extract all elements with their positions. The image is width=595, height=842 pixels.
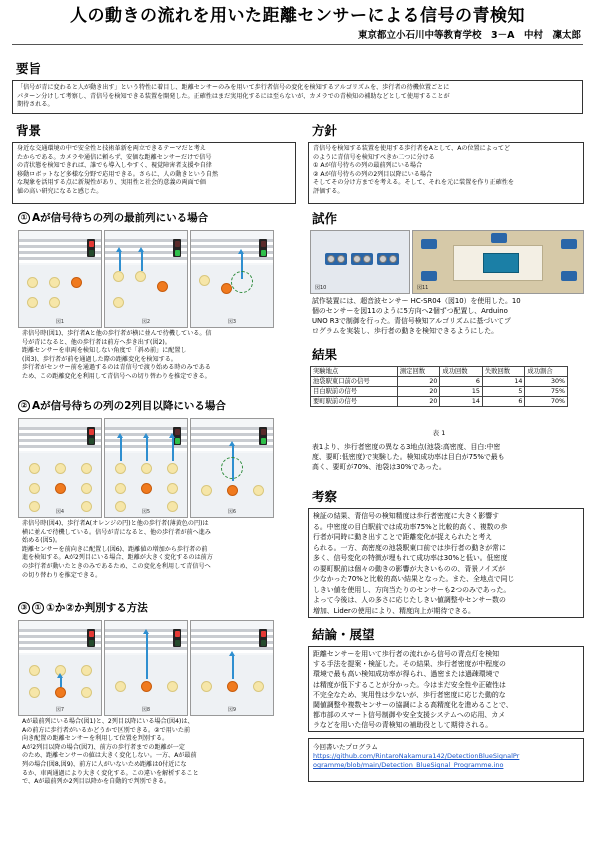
case1-figure-2 xyxy=(104,230,188,328)
pedestrian xyxy=(27,297,38,308)
case1-number: ① xyxy=(18,212,30,224)
signal-green-lamp xyxy=(175,250,180,256)
conclusion-line: 距離センサーを用いて歩行者の流れから信号の青点灯を検知 xyxy=(313,650,500,658)
discussion-line: よって今後は、人の多さに応じたしきい値調整やセンサー数の xyxy=(313,596,506,604)
case3-line: Aが2列目以降の場合(図7)、前方の歩行者までの距離が一定 xyxy=(22,743,185,751)
pedestrian xyxy=(81,463,92,474)
background-line: たからである。カメラや通信に頼らず、安価な距離センサーだけで信号 xyxy=(17,153,212,161)
results-column-header: 実験地点 xyxy=(311,367,398,377)
case2-figure-5 xyxy=(104,418,188,518)
figure-caption: 図6 xyxy=(227,509,237,515)
signal-green-lamp xyxy=(89,250,94,256)
pedestrian-signal-icon xyxy=(259,427,267,445)
trial-text xyxy=(312,296,584,336)
case2-line: 距離センサーを前向きに配置し(図6)、距離値の増加から歩行者の前 xyxy=(22,545,208,553)
trial-line: 試作装置には、超音波センサー HC-SR04（図10）を使用した。10 xyxy=(312,297,521,305)
ultrasonic-sensor-icon xyxy=(421,239,437,249)
pedestrian-signal-icon xyxy=(87,629,95,647)
figure-caption: 図8 xyxy=(141,707,151,713)
case1-heading xyxy=(18,212,208,224)
case3-figure-9 xyxy=(190,620,274,716)
title-rule xyxy=(12,44,583,45)
pedestrian xyxy=(201,681,212,692)
arrow-head-icon xyxy=(143,433,149,438)
arduino-board xyxy=(483,253,519,273)
abstract-line: 期待される。 xyxy=(17,101,54,109)
case3-line: Aが最前列にいる場合(図1)と、2列目以降にいる場合(図4)は、 xyxy=(22,718,194,725)
ultrasonic-sensor-icon xyxy=(561,239,577,249)
discussion-box xyxy=(308,508,584,618)
background-line: な現象を活用する点に新規性があり、実用性と社会的意義の両面で価 xyxy=(17,179,206,187)
abstract-line: パターン分けして考察し、青信号を検知できる装置を開発した。正確性はまだ実用化するには至らないが、カメラでの青検知の補助などとして使用することが xyxy=(17,92,450,100)
poster-author: 東京都立小石川中等教育学校 3－A 中村 凜太郎 xyxy=(358,30,581,41)
conclusion-heading: 結論・展望 xyxy=(312,627,375,642)
arrow-head-icon xyxy=(138,247,144,252)
case1-line: 号が青になると、他の歩行者は前方へ歩き出す(図2)。 xyxy=(22,338,171,346)
signal-green-lamp xyxy=(89,640,94,646)
pedestrian xyxy=(167,463,178,474)
figure-caption: 図1 xyxy=(55,319,65,325)
signal-red-lamp xyxy=(89,429,94,435)
background-heading: 背景 xyxy=(16,123,42,138)
sensor-range xyxy=(221,457,243,479)
results-heading: 結果 xyxy=(312,347,338,362)
pedestrian-signal-icon xyxy=(87,239,95,257)
poster-title: 人の動きの流れを用いた距離センサーによる信号の青検知 xyxy=(70,6,525,26)
case2-line: 始める(図5)。 xyxy=(22,537,62,545)
pedestrian xyxy=(29,665,40,676)
arrow-head-icon xyxy=(143,629,149,634)
case3-line: で、Aが最前列か2列目以降かを自動的で判別できる。 xyxy=(22,778,171,786)
figure-caption: 図10 xyxy=(315,285,327,291)
case3-line: のため、距離センサーの値は大きく変化しない。一方、Aが最前 xyxy=(22,752,197,760)
conclusion-box xyxy=(308,646,584,732)
case2-line: 横に並んで待機している。信号が青になると、他の歩行者が前へ進み xyxy=(22,528,211,536)
signal-green-lamp xyxy=(89,438,94,444)
program-link-line-1[interactable] xyxy=(313,752,579,761)
ultrasonic-sensor-icon xyxy=(351,253,373,265)
discussion-heading: 考察 xyxy=(312,489,338,504)
case2-heading xyxy=(18,400,226,412)
discussion-line: しきい値を使用し、方向当たりのセンサーも2つのみであった。 xyxy=(313,585,511,594)
figure-caption: 図4 xyxy=(55,509,65,515)
pedestrian xyxy=(113,271,124,282)
figure-caption: 図11 xyxy=(417,285,429,291)
pedestrian xyxy=(167,681,178,692)
figure-caption: 図5 xyxy=(141,509,151,515)
trial-photo-device xyxy=(412,230,584,294)
policy-line: そしてその分け方までを考える。そして、それを元に装置を作り正確性を xyxy=(313,179,514,187)
conclusion-line: 環境で最も高い検知成功率が得られ、過密または過疎環境で xyxy=(313,670,500,679)
trial-line: UNO R3で制御を行った。青信号検知アルゴリズムに基づいてプ xyxy=(312,317,511,325)
program-box xyxy=(308,738,584,782)
case1-heading-text: Aが信号待ちの列の最前列にいる場合 xyxy=(32,212,209,224)
program-heading: 今回書いたプログラム xyxy=(313,743,378,751)
table-cell: 目白駅前の信号 xyxy=(311,387,398,397)
discussion-line: 多く、信号変化の特徴が埋もれて成功率は30%と低い。低密度 xyxy=(313,554,508,562)
background-box xyxy=(12,142,296,204)
pedestrian-signal-icon xyxy=(259,629,267,647)
pedestrian xyxy=(167,483,178,494)
pedestrian-a xyxy=(227,681,238,692)
pedestrian-signal-icon xyxy=(173,239,181,257)
results-line: 度、要町:低密度)で実験した。検知成功率は目白が75%で最も xyxy=(312,453,505,461)
case1-line: 歩行者がセンサー前を通過するのは青信号で渡り始める時のみである xyxy=(22,364,211,372)
policy-box xyxy=(308,142,584,204)
table-cell: 75% xyxy=(525,387,568,397)
pedestrian-a xyxy=(227,485,238,496)
ultrasonic-sensor-icon xyxy=(421,271,437,281)
case3-line: 向き配置の距離センサーを利用して位置を判別する。 xyxy=(22,735,169,743)
case2-figure-6 xyxy=(190,418,274,518)
case1-line: ため、この距離変化を利用して青信号への切り替わりを推定できる。 xyxy=(22,372,211,380)
table-cell: 14 xyxy=(440,397,483,407)
table-cell: 6 xyxy=(482,397,525,407)
discussion-line: の要町駅前は個々の動きの影響が大きいものの、背景ノイズが xyxy=(313,564,505,573)
pedestrian-a xyxy=(157,281,168,292)
results-table xyxy=(310,366,568,407)
pedestrian-a xyxy=(55,687,66,698)
pedestrian xyxy=(27,277,38,288)
arrow-head-icon xyxy=(238,249,244,254)
signal-green-lamp xyxy=(261,250,266,256)
conclusion-line: は精度が低下することが分かった。今はまだ安全性や正確性は xyxy=(313,680,506,689)
pedestrian-a xyxy=(141,483,152,494)
pedestrian xyxy=(81,665,92,676)
case2-line: 進を検知する。Aが2列目にいる場合、距離が大きく変化するのは前方 xyxy=(22,554,213,562)
pedestrian xyxy=(201,485,212,496)
results-text xyxy=(312,442,584,472)
pedestrian xyxy=(49,277,60,288)
signal-red-lamp xyxy=(261,241,266,247)
ultrasonic-sensor-icon xyxy=(325,253,347,265)
policy-line: のように青信号を検知すべきか二つに分ける xyxy=(313,153,435,161)
signal-red-lamp xyxy=(175,241,180,247)
background-line: 値の高い研究になると感じた。 xyxy=(17,187,103,195)
sensor-eye xyxy=(389,255,397,263)
trial-photo-sensor xyxy=(310,230,410,294)
program-link[interactable]: https://github.com/RintaroNakamura142/DetectionBlueSignalPr xyxy=(313,752,520,760)
sensor-eye xyxy=(363,255,371,263)
signal-red-lamp xyxy=(89,631,94,637)
case2-number: ② xyxy=(18,400,30,412)
policy-line: ② Aが信号待ちの列の2列目以降にいる場合 xyxy=(313,170,433,178)
table-cell: 30% xyxy=(525,377,568,387)
pedestrian xyxy=(81,687,92,698)
signal-red-lamp xyxy=(89,241,94,247)
case1-figure-1 xyxy=(18,230,102,328)
case1-line: (図3)、歩行者が前を通過した際の距離変化を検知する。 xyxy=(22,355,177,363)
pedestrian-a xyxy=(71,277,82,288)
signal-red-lamp xyxy=(175,631,180,637)
pedestrian xyxy=(115,483,126,494)
background-line: 身近な交通環境の中で安全性と技術革新を両立できるテーマだと考え xyxy=(17,145,206,152)
table-cell: 要町駅前の信号 xyxy=(311,397,398,407)
discussion-line: 増加、Liderの使用により、精度向上が期待できる。 xyxy=(313,606,475,615)
table-cell: 池袋駅東口前の信号 xyxy=(311,377,398,387)
pedestrian-signal-icon xyxy=(259,239,267,257)
results-column-header: 成功回数 xyxy=(440,367,483,377)
abstract-box xyxy=(12,80,583,114)
pedestrian xyxy=(55,463,66,474)
table-cell: 70% xyxy=(525,397,568,407)
movement-arrow xyxy=(146,437,148,461)
arrow-head-icon xyxy=(57,673,63,678)
background-line: 移動ロボットなど多様な分野で応用できる。さらに、人の動きという自然 xyxy=(17,170,219,178)
program-link-line-2[interactable] xyxy=(313,761,579,770)
trial-line: ログラムを実装し、歩行者の動きを検知できるようにした。 xyxy=(312,327,498,335)
background-line: の青状態を検知できれば、誰でも導入しやすく、視覚障害者支援や自律 xyxy=(17,162,212,170)
movement-arrow xyxy=(120,437,122,461)
table-cell: 5 xyxy=(482,387,525,397)
signal-green-lamp xyxy=(175,640,180,646)
movement-arrow xyxy=(60,677,62,687)
conclusion-line: 不完全なため、実用性は少ないが、歩行者密度に応じた動的な xyxy=(313,690,506,699)
case1-line: 赤信号時(図1)、歩行者Aと他の歩行者が横に並んで待機している。信 xyxy=(22,330,212,337)
pedestrian xyxy=(81,483,92,494)
sensor-eye xyxy=(353,255,361,263)
arrow-head-icon xyxy=(116,247,122,252)
sensor-eye xyxy=(337,255,345,263)
pedestrian xyxy=(141,463,152,474)
case2-line: の切り替わりを推定できる。 xyxy=(22,571,102,579)
movement-arrow xyxy=(146,633,148,679)
case3-line: Aの前方に歩行者がいるかどうかで区別できる。②で用いた前 xyxy=(22,726,191,734)
case3-heading xyxy=(18,602,148,614)
table-row xyxy=(311,387,568,397)
figure-caption: 図9 xyxy=(227,707,237,713)
signal-red-lamp xyxy=(261,631,266,637)
case2-line: の歩行者が動いたときのみであるため、この変化を利用して青信号へ xyxy=(22,562,211,570)
pedestrian xyxy=(49,297,60,308)
case3-number-2: ① xyxy=(32,602,44,614)
trial-line: 個のセンサーを図11のように5方向へ2個ずつ配置し、Arduino xyxy=(312,307,508,315)
sensor-range xyxy=(231,271,253,293)
policy-heading: 方針 xyxy=(312,123,338,138)
case1-line: 距離センサーを車両を検知しない角度で「斜め前」に配置し xyxy=(22,347,187,355)
conclusion-line: 都市部のスマート信号制御や安全支援システムへの応用、カメ xyxy=(313,711,506,720)
pedestrian-signal-icon xyxy=(173,629,181,647)
movement-arrow xyxy=(141,251,143,271)
movement-arrow xyxy=(119,251,121,271)
program-link-cont[interactable]: ogramme/blob/main/Detection_BlueSignal_Programme.ino xyxy=(313,761,504,769)
arrow-head-icon xyxy=(229,651,235,656)
signal-green-lamp xyxy=(175,438,180,444)
case3-figure-8 xyxy=(104,620,188,716)
pedestrian xyxy=(113,297,124,308)
results-line: 高く、要町が70%、池袋は30%であった。 xyxy=(312,463,446,471)
case2-heading-text: Aが信号待ちの列の2列目以降にいる場合 xyxy=(32,400,226,412)
discussion-line: る。中密度の目白駅前では成功率75%と比較的高く、複数の歩 xyxy=(313,522,508,531)
policy-line: 評価する。 xyxy=(313,187,344,195)
table-cell: 14 xyxy=(482,377,525,387)
case2-text xyxy=(22,520,294,580)
case1-text xyxy=(22,330,294,382)
signal-red-lamp xyxy=(175,429,180,435)
results-column-header: 測定回数 xyxy=(397,367,440,377)
pedestrian xyxy=(253,485,264,496)
arrow-head-icon xyxy=(169,433,175,438)
abstract-line: 「信号が青に変わると人が動き出す」という特性に着目し、距離センサーのみを用いて歩行者信号の変化を検知するアルゴリズムを、歩行者の待機位置ごとに xyxy=(17,84,450,91)
ultrasonic-sensor-icon xyxy=(491,233,507,243)
discussion-line: られる。一方、高密度の池袋駅東口前では歩行者の動きが常に xyxy=(313,543,506,552)
signal-green-lamp xyxy=(261,438,266,444)
trial-heading: 試作 xyxy=(312,211,338,226)
sidewalk xyxy=(19,265,101,327)
case3-text xyxy=(22,718,294,787)
pedestrian-a xyxy=(141,681,152,692)
pedestrian-a xyxy=(55,483,66,494)
pedestrian xyxy=(29,687,40,698)
conclusion-line: ラなどを用いた信号の青検知の補助役として期待される。 xyxy=(313,721,493,730)
figure-caption: 図2 xyxy=(141,319,151,325)
signal-green-lamp xyxy=(261,640,266,646)
figure-caption: 図7 xyxy=(55,707,65,713)
pedestrian xyxy=(135,271,146,282)
table-cell: 6 xyxy=(440,377,483,387)
case3-figure-7 xyxy=(18,620,102,716)
table-cell: 20 xyxy=(397,397,440,407)
table-row xyxy=(311,377,568,387)
case2-line: 赤信号時(図4)、歩行者A(オレンジの円)と他の歩行者(薄黄色の円)は xyxy=(22,520,209,527)
table-cell: 20 xyxy=(397,387,440,397)
case1-figure-3 xyxy=(190,230,274,328)
conclusion-line: 閾値調整や複数センサーの協調による高精度化を進めることで、 xyxy=(313,701,513,710)
abstract-heading: 要旨 xyxy=(16,61,42,76)
case3-line: 列の場合(図8,図9)、前方に人がいないため距離は0付近にな xyxy=(22,760,187,768)
pedestrian xyxy=(29,483,40,494)
pedestrian xyxy=(115,463,126,474)
policy-line: 青信号を検知する装置を使用する歩行者をAとして、Aの位置によってど xyxy=(313,145,511,152)
arrow-head-icon xyxy=(117,433,123,438)
conclusion-line: する手法を提案・検証した。その結果、歩行者密度が中程度の xyxy=(313,660,506,669)
results-header-row xyxy=(311,367,568,377)
results-line: 表1より、歩行者密度の異なる3地点(池袋:高密度、目白:中密 xyxy=(312,443,501,451)
case3-heading-text: ①か②か判別する方法 xyxy=(46,602,148,614)
policy-line: ① Aが信号待ちの列の最前列にいる場合 xyxy=(313,162,423,170)
pedestrian xyxy=(29,463,40,474)
movement-arrow xyxy=(232,655,234,679)
table-cell: 15 xyxy=(440,387,483,397)
case3-line: るか、車両通過により大きく変化する。この違いを解析すること xyxy=(22,769,199,777)
pedestrian-signal-icon xyxy=(87,427,95,445)
case2-figure-4 xyxy=(18,418,102,518)
pedestrian xyxy=(115,681,126,692)
ultrasonic-sensor-icon xyxy=(377,253,399,265)
sensor-eye xyxy=(327,255,335,263)
table-cell: 20 xyxy=(397,377,440,387)
discussion-line: 少なかった70%と比較的高い結果となった。また、全地点で同じ xyxy=(313,575,515,583)
pedestrian xyxy=(199,275,210,286)
pedestrian xyxy=(253,681,264,692)
movement-arrow xyxy=(172,437,174,461)
sensor-eye xyxy=(379,255,387,263)
arrow-head-icon xyxy=(229,441,235,446)
results-table-caption: 表 1 xyxy=(432,429,446,437)
results-column-header: 成功割合 xyxy=(525,367,568,377)
figure-caption: 図3 xyxy=(227,319,237,325)
table-row xyxy=(311,397,568,407)
signal-red-lamp xyxy=(261,429,266,435)
results-column-header: 失敗回数 xyxy=(482,367,525,377)
discussion-line: 行者が同時に動き出すことで距離変化が捉えられたと考え xyxy=(313,533,493,541)
case3-number: ③ xyxy=(18,602,30,614)
discussion-line: 検証の結果、青信号の検知精度は歩行者密度に大きく影響す xyxy=(313,512,500,520)
ultrasonic-sensor-icon xyxy=(561,271,577,281)
